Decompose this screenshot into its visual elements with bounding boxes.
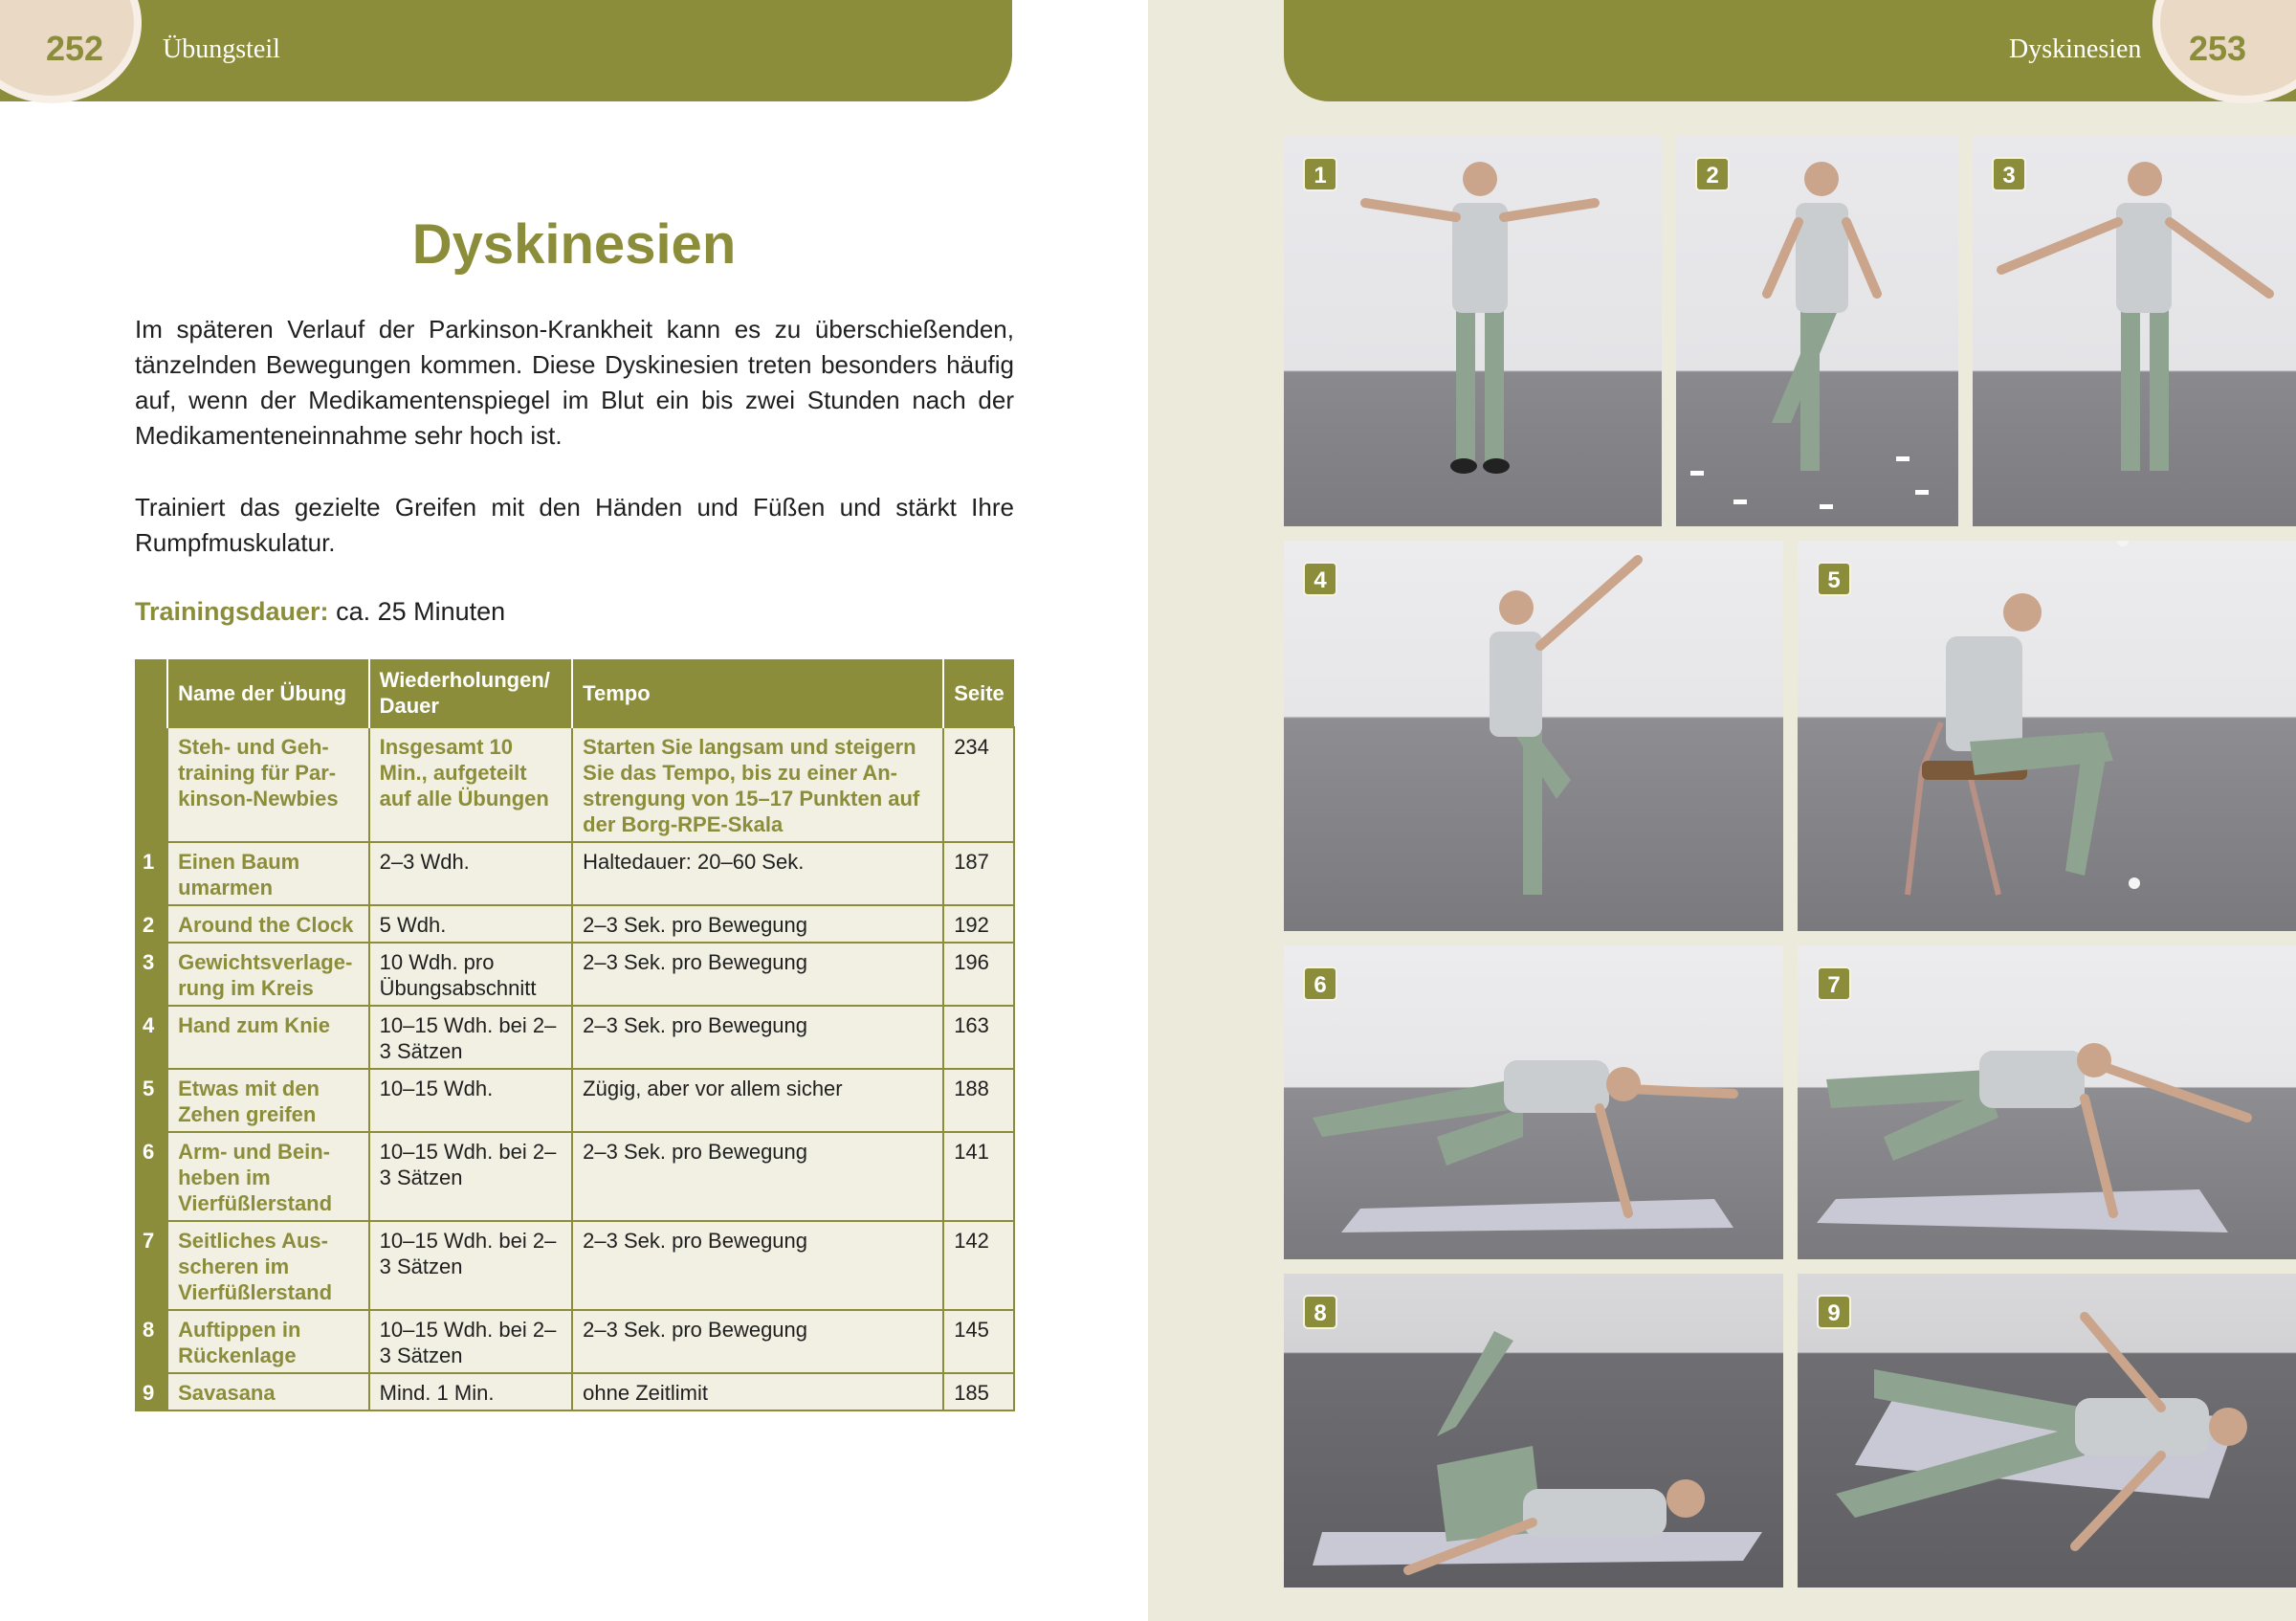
exercise-reps: 2–3 Wdh. — [369, 842, 573, 905]
exercise-photo-8 — [1284, 1274, 1783, 1588]
exercise-photo-4 — [1284, 541, 1783, 931]
exercise-tempo: 2–3 Sek. pro Bewegung — [572, 1310, 943, 1373]
exercise-page: 185 — [943, 1373, 1014, 1410]
exercise-name: Arm- und Bein-heben im Vierfüßlerstand — [167, 1132, 369, 1221]
table-row — [135, 943, 1014, 1006]
exercise-page: 196 — [943, 943, 1014, 1006]
header-number-column — [135, 659, 167, 727]
header-exercise-name: Name der Übung — [167, 659, 369, 727]
exercise-page: 163 — [943, 1006, 1014, 1069]
running-head-left: Übungsteil — [163, 34, 280, 64]
table-row — [135, 1221, 1014, 1310]
row-number: 5 — [135, 1069, 167, 1132]
header-tempo: Tempo — [572, 659, 943, 727]
exercise-reps: 10–15 Wdh. — [369, 1069, 573, 1132]
exercise-reps: 10–15 Wdh. bei 2–3 Sätzen — [369, 1310, 573, 1373]
benefit-paragraph: Trainiert das gezielte Greifen mit den Händen und Füßen und stärkt Ihre Rumpfmuskulatur. — [135, 493, 1014, 557]
exercise-tempo: 2–3 Sek. pro Bewegung — [572, 905, 943, 943]
exercise-photo-1 — [1284, 136, 1662, 526]
running-head-right: Dyskinesien — [2009, 34, 2142, 64]
exercise-reps: 10–15 Wdh. bei 2–3 Sätzen — [369, 1006, 573, 1069]
header-repetitions: Wiederholungen/ Dauer — [369, 659, 573, 727]
page-number-right: 253 — [2189, 29, 2247, 68]
training-duration — [135, 597, 505, 627]
exercise-tempo: ohne Zeitlimit — [572, 1373, 943, 1410]
exercise-name: Hand zum Knie — [167, 1006, 369, 1069]
exercise-photo-7 — [1798, 945, 2296, 1259]
exercise-page: 141 — [943, 1132, 1014, 1221]
exercise-name: Einen Baum umarmen — [167, 842, 369, 905]
exercise-table — [135, 659, 1015, 1411]
header-band-right — [1284, 0, 2296, 101]
row-number — [135, 727, 167, 842]
row-number: 6 — [135, 1132, 167, 1221]
exercise-tempo: 2–3 Sek. pro Bewegung — [572, 1221, 943, 1310]
header-band-left — [0, 0, 1012, 101]
exercise-name: Steh- und Geh-training für Par-kinson-Newbies — [167, 727, 369, 842]
exercise-tempo: Zügig, aber vor allem sicher — [572, 1069, 943, 1132]
exercise-photo-5 — [1798, 541, 2296, 931]
exercise-page: 188 — [943, 1069, 1014, 1132]
exercise-tempo: Haltedauer: 20–60 Sek. — [572, 842, 943, 905]
table-row — [135, 1006, 1014, 1069]
photo-number-badge: 3 — [1992, 157, 2026, 191]
exercise-photo-9 — [1798, 1274, 2296, 1588]
exercise-tempo: 2–3 Sek. pro Bewegung — [572, 1006, 943, 1069]
exercise-page: 234 — [943, 727, 1014, 842]
exercise-reps: 5 Wdh. — [369, 905, 573, 943]
photo-number-badge: 2 — [1695, 157, 1730, 191]
person-hand-to-knee-figure — [1284, 541, 1783, 931]
exercise-reps: 10–15 Wdh. bei 2–3 Sätzen — [369, 1132, 573, 1221]
photo-number-badge: 4 — [1303, 562, 1337, 596]
exercise-page: 192 — [943, 905, 1014, 943]
photo-number-badge: 8 — [1303, 1295, 1337, 1329]
photo-number-badge: 7 — [1817, 966, 1851, 1001]
table-row — [135, 1132, 1014, 1221]
person-standing-arms-out-figure — [1284, 136, 1662, 526]
exercise-photo-6 — [1284, 945, 1783, 1259]
row-number: 2 — [135, 905, 167, 943]
row-number: 7 — [135, 1221, 167, 1310]
exercise-photo-2 — [1676, 136, 1958, 526]
page-number-left: 252 — [46, 29, 104, 68]
photo-number-badge: 6 — [1303, 966, 1337, 1001]
table-row — [135, 842, 1014, 905]
exercise-photo-3 — [1973, 136, 2296, 526]
person-supine-leg-lift-figure — [1284, 1274, 1783, 1588]
exercise-page: 145 — [943, 1310, 1014, 1373]
header-page: Seite — [943, 659, 1014, 727]
exercise-page: 142 — [943, 1221, 1014, 1310]
person-quadruped-arm-leg-raise-figure — [1284, 945, 1783, 1259]
duration-value: ca. 25 Minuten — [336, 597, 506, 626]
exercise-reps: 10 Wdh. pro Übungsabschnitt — [369, 943, 573, 1006]
row-number: 1 — [135, 842, 167, 905]
person-savasana-figure — [1798, 1274, 2296, 1588]
page-title: Dyskinesien — [411, 213, 737, 276]
intro-paragraph: Im späteren Verlauf der Parkinson-Krankheit kann es zu überschießenden, tänzelnden Bewegungen kommen. Diese Dyskinesien treten besonders häufig auf, wenn der Medikamentenspiegel im Blut ein bis zwei Stunden nach der Medikamenteneinnahme sehr hoch ist. — [135, 315, 1014, 450]
person-quadruped-side-leg-figure — [1798, 945, 2296, 1259]
table-header-row — [135, 659, 1014, 727]
photo-number-badge: 9 — [1817, 1295, 1851, 1329]
person-arms-diagonal-figure — [1973, 136, 2296, 526]
exercise-reps: Mind. 1 Min. — [369, 1373, 573, 1410]
duration-label: Trainingsdauer: — [135, 597, 329, 626]
exercise-name: Etwas mit den Zehen greifen — [167, 1069, 369, 1132]
exercise-name: Auftippen in Rückenlage — [167, 1310, 369, 1373]
row-number: 4 — [135, 1006, 167, 1069]
table-row-intro — [135, 727, 1014, 842]
photo-number-badge: 1 — [1303, 157, 1337, 191]
table-row — [135, 1069, 1014, 1132]
row-number: 3 — [135, 943, 167, 1006]
table-row — [135, 905, 1014, 943]
exercise-reps: 10–15 Wdh. bei 2–3 Sätzen — [369, 1221, 573, 1310]
row-number: 8 — [135, 1310, 167, 1373]
exercise-page: 187 — [943, 842, 1014, 905]
person-seated-chair-figure — [1798, 541, 2296, 931]
photo-number-badge: 5 — [1817, 562, 1851, 596]
person-stepping-figure — [1676, 136, 1958, 526]
exercise-name: Gewichtsverlage-rung im Kreis — [167, 943, 369, 1006]
table-row — [135, 1310, 1014, 1373]
table-row — [135, 1373, 1014, 1410]
row-number: 9 — [135, 1373, 167, 1410]
exercise-name: Seitliches Aus-scheren im Vierfüßlerstand — [167, 1221, 369, 1310]
exercise-name: Around the Clock — [167, 905, 369, 943]
right-page — [1148, 0, 2296, 1621]
exercise-tempo: 2–3 Sek. pro Bewegung — [572, 1132, 943, 1221]
exercise-tempo: 2–3 Sek. pro Bewegung — [572, 943, 943, 1006]
exercise-name: Savasana — [167, 1373, 369, 1410]
exercise-tempo: Starten Sie langsam und steigern Sie das Tempo, bis zu einer An-strengung von 15–17 Punkten auf der Borg-RPE-Skala — [572, 727, 943, 842]
exercise-reps: Insgesamt 10 Min., aufgeteilt auf alle Übungen — [369, 727, 573, 842]
